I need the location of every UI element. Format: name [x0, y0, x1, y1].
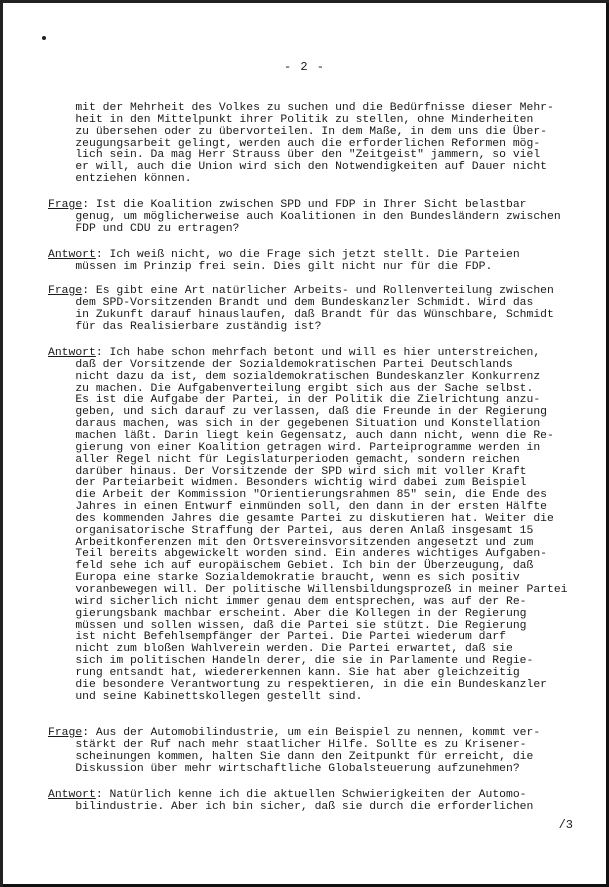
- speaker-label: Frage: [48, 727, 83, 739]
- text-line: genug, um möglicherweise auch Koalitionen in den Bundesländern zwischen: [48, 210, 561, 223]
- text-line: ist nicht Befehlsempfänger der Partei. Die Partei wiederum darf: [48, 631, 506, 644]
- text-line: lich sein. Da mag Herr Strauss über den "Zeitgeist" jammern, so viel: [48, 149, 541, 162]
- text-line: mit der Mehrheit des Volkes zu suchen und die Bedürfnisse dieser Mehr-: [48, 102, 554, 114]
- text-line: gierung von einer Koalition getragen wird. Parteiprogramme werden in: [48, 441, 541, 454]
- speaker-label: Frage: [48, 199, 83, 211]
- text-line: voranbewegen will. Der politische Willensbildungsprozeß in meiner Partei: [48, 584, 568, 596]
- text-line: bilindustrie. Aber ich bin sicher, daß sie durch die erforderlichen: [48, 800, 534, 813]
- text-line: Antwort: Ich weiß nicht, wo die Frage sich jetzt stellt. Die Parteien: [48, 249, 520, 261]
- text-line: Antwort: Natürlich kenne ich die aktuellen Schwierigkeiten der Automo-: [48, 789, 527, 801]
- text-line: die besondere Verantwortung zu respektieren, in die ein Bundeskanzler: [48, 678, 547, 691]
- text-line: aller Regel nicht für Legislaturperioden gemacht, sondern reichen: [48, 453, 520, 466]
- text-line: die Arbeit der Kommission "Orientierungsrahmen 85" sein, die Ende des: [48, 489, 547, 502]
- text-line: darüber hinaus. Der Vorsitzende der SPD wird sich mit voller Kraft: [48, 465, 527, 478]
- text-line: wird sicherlich nicht immer genau dem entsprechen, was auf der Re-: [48, 595, 527, 608]
- text-line: feld sehe ich auf europäischem Gebiet. Ich bin der Überzeugung, daß: [48, 560, 534, 573]
- text-line: machen läßt. Darin liegt kein Gegensatz, auch dann nicht, wenn die Re-: [48, 429, 554, 442]
- text-line: Frage: Es gibt eine Art natürlicher Arbeits- und Rollenverteilung zwischen: [48, 285, 554, 297]
- text-line: der Parteiarbeit widmen. Besonders wichtig wird dabei zum Beispiel: [48, 477, 527, 490]
- speaker-label: Antwort: [48, 347, 96, 359]
- speaker-label: Frage: [48, 285, 83, 297]
- scan-edge-left: [0, 0, 3, 887]
- text-line: dem SPD-Vorsitzenden Brandt und dem Bundeskanzler Schmidt. Wird das: [48, 296, 534, 309]
- text-line: Arbeitkonferenzen mit den Ortsvereinsvorsitzenden angesetzt und zum: [48, 536, 534, 549]
- text-line: des kommenden Jahres die gesamte Partei zu diskutieren hat. Weiter die: [48, 512, 554, 525]
- text-line: gierungsbank machbar erscheint. Aber die Kollegen in der Regierung: [48, 607, 527, 620]
- page-number: - 2 -: [283, 60, 325, 74]
- text-line: Teil bereits abgewickelt worden sind. Ein anderes wichtiges Aufgaben-: [48, 548, 547, 561]
- scan-speck: [42, 36, 46, 40]
- text-line: müssen und sollen wissen, daß die Partei sie stützt. Die Regierung: [48, 619, 527, 632]
- continuation-marker: /3: [558, 818, 573, 832]
- text-line: für das Realisierbare zuständig ist?: [48, 320, 322, 333]
- text-line: geben, und sich darauf zu verlassen, daß die Freunde in der Regierung: [48, 406, 547, 419]
- text-line: zu machen. Die Aufgabenverteilung ergibt sich aus der Sache selbst.: [48, 382, 534, 395]
- text-line: organisatorische Straffung der Partei, aus deren Anlaß insgesamt 15: [48, 524, 534, 537]
- text-line: FDP und CDU zu ertragen?: [48, 222, 240, 235]
- text-line: daß der Vorsitzende der Sozialdemokratischen Partei Deutschlands: [48, 358, 513, 371]
- text-line: zeugungsarbeit gelingt, werden auch die erforderlichen Reformen mög-: [48, 137, 541, 150]
- text-line: nicht dazu da ist, dem sozialdemokratischen Bundeskanzler Konkurrenz: [48, 370, 541, 383]
- text-line: Frage: Aus der Automobilindustrie, um ein Beispiel zu nennen, kommt ver-: [48, 727, 541, 739]
- text-line: sich im politischen Handeln derer, die sie in Parlamente und Regie-: [48, 655, 534, 668]
- text-line: und seine Kabinettskollegen gestellt sind.: [48, 690, 363, 703]
- speaker-label: Antwort: [48, 249, 96, 261]
- text-line: zu übersehen oder zu übervorteilen. In dem Maße, in dem uns die Über-: [48, 125, 547, 138]
- text-line: entziehen können.: [48, 173, 192, 186]
- text-line: scheinungen kommen, halten Sie dann den Zeitpunkt für erreicht, die: [48, 750, 534, 763]
- text-line: müssen im Prinzip frei sein. Dies gilt nicht nur für die FDP.: [48, 260, 493, 273]
- text-line: Frage: Ist die Koalition zwischen SPD und FDP in Ihrer Sicht belastbar: [48, 199, 527, 211]
- text-line: Diskussion über mehr wirtschaftliche Globalsteuerung aufzunehmen?: [48, 762, 520, 775]
- text-line: Antwort: Ich habe schon mehrfach betont und will es hier unterstreichen,: [48, 347, 541, 359]
- text-line: Es ist die Aufgabe der Partei, in der Politik die Zielrichtung anzu-: [48, 394, 541, 407]
- text-line: stärkt der Ruf nach mehr staatlicher Hilfe. Sollte es zu Krisener-: [48, 738, 527, 751]
- text-line: daraus machen, was sich in der gegebenen Situation und Konstellation: [48, 418, 541, 431]
- text-line: er will, auch die Union wird sich den Notwendigkeiten auf Dauer nicht: [48, 161, 547, 174]
- text-line: nicht zum bloßen Wahlverein werden. Die Partei erwartet, daß sie: [48, 643, 513, 656]
- text-line: Jahres in einen Entwurf einmünden soll, den dann in der ersten Hälfte: [48, 501, 547, 514]
- text-line: in Zukunft darauf hinauslaufen, daß Brandt für das Wünschbare, Schmidt: [48, 308, 554, 321]
- text-line: rung entsandt hat, wiedererkennen kann. Sie hat aber gleichzeitig: [48, 666, 520, 679]
- speaker-label: Antwort: [48, 789, 96, 801]
- text-line: heit in den Mittelpunkt ihrer Politik zu stellen, ohne Minderheiten: [48, 113, 534, 126]
- scan-edge-top: [0, 0, 609, 3]
- text-line: Europa eine starke Sozialdemokratie braucht, wenn es sich positiv: [48, 572, 520, 585]
